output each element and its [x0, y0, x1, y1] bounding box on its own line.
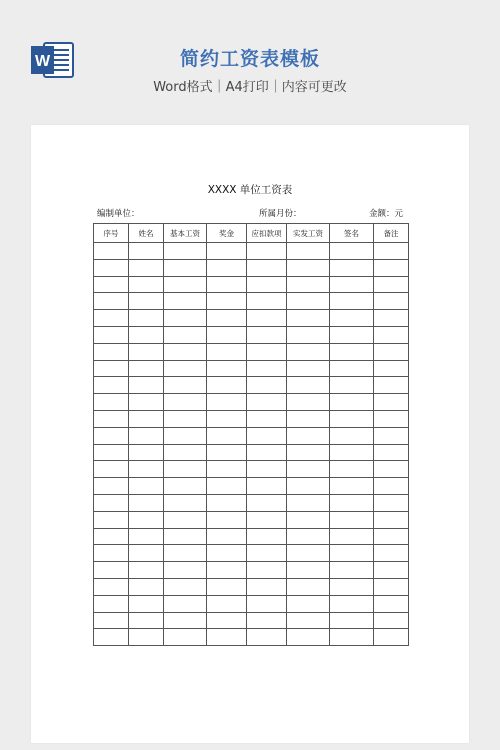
- table-cell[interactable]: [330, 595, 374, 612]
- table-cell[interactable]: [94, 528, 129, 545]
- table-cell[interactable]: [287, 410, 330, 427]
- table-row: [94, 343, 409, 360]
- table-cell[interactable]: [374, 259, 409, 276]
- table-cell[interactable]: [164, 444, 207, 461]
- table-cell[interactable]: [207, 343, 247, 360]
- table-cell[interactable]: [164, 629, 207, 646]
- table-row: [94, 444, 409, 461]
- table-header-row: [94, 224, 409, 243]
- table-cell[interactable]: [129, 377, 164, 394]
- table-row: [94, 310, 409, 327]
- column-header: 实发工资: [287, 224, 330, 243]
- table-cell[interactable]: [330, 494, 374, 511]
- table-cell[interactable]: [207, 444, 247, 461]
- document-page: [31, 125, 469, 743]
- table-cell[interactable]: [247, 243, 287, 260]
- table-cell[interactable]: [247, 478, 287, 495]
- table-cell[interactable]: [207, 276, 247, 293]
- table-cell[interactable]: [94, 259, 129, 276]
- table-row: [94, 612, 409, 629]
- table-cell[interactable]: [129, 461, 164, 478]
- table-cell[interactable]: [94, 377, 129, 394]
- table-cell[interactable]: [330, 528, 374, 545]
- table-cell[interactable]: [164, 410, 207, 427]
- table-cell[interactable]: [287, 343, 330, 360]
- table-cell[interactable]: [207, 410, 247, 427]
- table-cell[interactable]: [207, 478, 247, 495]
- table-cell[interactable]: [207, 545, 247, 562]
- word-icon-letter: W: [34, 53, 51, 70]
- table-cell[interactable]: [94, 427, 129, 444]
- table-cell[interactable]: [129, 243, 164, 260]
- table-cell[interactable]: [129, 578, 164, 595]
- table-cell[interactable]: [94, 578, 129, 595]
- table-row: [94, 595, 409, 612]
- table-cell[interactable]: [247, 343, 287, 360]
- table-cell[interactable]: [94, 444, 129, 461]
- table-cell[interactable]: [247, 528, 287, 545]
- table-cell[interactable]: [129, 595, 164, 612]
- table-cell[interactable]: [287, 629, 330, 646]
- table-row: [94, 276, 409, 293]
- page-subtitle: Word格式｜A4打印｜内容可更改: [153, 80, 347, 95]
- table-cell[interactable]: [94, 360, 129, 377]
- table-row: [94, 243, 409, 260]
- document-title: XXXX 单位工资表: [207, 184, 293, 196]
- table-cell[interactable]: [330, 478, 374, 495]
- table-cell[interactable]: [207, 427, 247, 444]
- table-cell[interactable]: [287, 494, 330, 511]
- table-cell[interactable]: [164, 528, 207, 545]
- month-label: 所属月份：: [259, 209, 302, 219]
- table-cell[interactable]: [247, 562, 287, 579]
- table-cell[interactable]: [94, 511, 129, 528]
- table-cell[interactable]: [207, 360, 247, 377]
- table-row: [94, 545, 409, 562]
- table-cell[interactable]: [330, 461, 374, 478]
- table-cell[interactable]: [94, 494, 129, 511]
- table-row: [94, 578, 409, 595]
- table-cell[interactable]: [287, 461, 330, 478]
- table-cell[interactable]: [94, 461, 129, 478]
- column-header: 应扣款项: [247, 224, 287, 243]
- table-cell[interactable]: [164, 377, 207, 394]
- table-cell[interactable]: [374, 343, 409, 360]
- table-cell[interactable]: [94, 478, 129, 495]
- table-cell[interactable]: [330, 511, 374, 528]
- column-header: 奖金: [207, 224, 247, 243]
- column-header: 备注: [374, 224, 409, 243]
- table-cell[interactable]: [207, 629, 247, 646]
- table-cell[interactable]: [374, 629, 409, 646]
- table-cell[interactable]: [287, 243, 330, 260]
- table-cell[interactable]: [247, 293, 287, 310]
- table-cell[interactable]: [164, 243, 207, 260]
- table-cell[interactable]: [129, 528, 164, 545]
- table-cell[interactable]: [207, 394, 247, 411]
- table-cell[interactable]: [330, 243, 374, 260]
- table-row: [94, 394, 409, 411]
- table-cell[interactable]: [94, 629, 129, 646]
- table-cell[interactable]: [207, 259, 247, 276]
- table-cell[interactable]: [207, 528, 247, 545]
- table-cell[interactable]: [330, 578, 374, 595]
- table-cell[interactable]: [94, 343, 129, 360]
- table-cell[interactable]: [247, 377, 287, 394]
- amount-label: 金额：元: [368, 209, 403, 219]
- table-cell[interactable]: [129, 427, 164, 444]
- table-row: [94, 410, 409, 427]
- table-row: [94, 494, 409, 511]
- table-cell[interactable]: [129, 629, 164, 646]
- table-cell[interactable]: [164, 394, 207, 411]
- page-title: 简约工资表模板: [179, 48, 320, 70]
- table-cell[interactable]: [287, 511, 330, 528]
- table-cell[interactable]: [207, 293, 247, 310]
- table-row: [94, 629, 409, 646]
- table-cell[interactable]: [330, 259, 374, 276]
- table-cell[interactable]: [287, 427, 330, 444]
- table-cell[interactable]: [164, 612, 207, 629]
- table-cell[interactable]: [207, 310, 247, 327]
- table-cell[interactable]: [247, 461, 287, 478]
- table-cell[interactable]: [247, 427, 287, 444]
- table-cell[interactable]: [374, 310, 409, 327]
- table-cell[interactable]: [330, 444, 374, 461]
- table-cell[interactable]: [247, 326, 287, 343]
- table-cell[interactable]: [247, 612, 287, 629]
- table-cell[interactable]: [374, 612, 409, 629]
- table-cell[interactable]: [287, 578, 330, 595]
- table-cell[interactable]: [247, 394, 287, 411]
- table-cell[interactable]: [207, 461, 247, 478]
- table-cell[interactable]: [287, 562, 330, 579]
- table-cell[interactable]: [374, 293, 409, 310]
- table-cell[interactable]: [129, 410, 164, 427]
- payroll-table: [93, 223, 409, 646]
- table-cell[interactable]: [207, 243, 247, 260]
- table-cell[interactable]: [94, 243, 129, 260]
- table-cell[interactable]: [374, 461, 409, 478]
- table-cell[interactable]: [330, 427, 374, 444]
- column-header: 签名: [330, 224, 374, 243]
- table-cell[interactable]: [374, 545, 409, 562]
- table-cell[interactable]: [94, 545, 129, 562]
- table-cell[interactable]: [247, 511, 287, 528]
- table-cell[interactable]: [207, 326, 247, 343]
- table-cell[interactable]: [207, 562, 247, 579]
- table-cell[interactable]: [287, 259, 330, 276]
- table-cell[interactable]: [94, 410, 129, 427]
- table-cell[interactable]: [164, 326, 207, 343]
- table-cell[interactable]: [374, 511, 409, 528]
- table-cell[interactable]: [94, 276, 129, 293]
- table-cell[interactable]: [330, 562, 374, 579]
- table-cell[interactable]: [129, 545, 164, 562]
- table-cell[interactable]: [94, 394, 129, 411]
- column-header: 序号: [94, 224, 129, 243]
- table-cell[interactable]: [129, 394, 164, 411]
- table-cell[interactable]: [330, 612, 374, 629]
- table-cell[interactable]: [207, 511, 247, 528]
- table-cell[interactable]: [94, 293, 129, 310]
- table-cell[interactable]: [287, 377, 330, 394]
- table-cell[interactable]: [129, 259, 164, 276]
- table-cell[interactable]: [247, 595, 287, 612]
- table-cell[interactable]: [129, 494, 164, 511]
- table-cell[interactable]: [330, 293, 374, 310]
- table-cell[interactable]: [207, 377, 247, 394]
- table-cell[interactable]: [94, 310, 129, 327]
- table-cell[interactable]: [164, 276, 207, 293]
- table-row: [94, 360, 409, 377]
- table-cell[interactable]: [129, 326, 164, 343]
- table-cell[interactable]: [247, 578, 287, 595]
- table-cell[interactable]: [330, 410, 374, 427]
- table-row: [94, 259, 409, 276]
- table-cell[interactable]: [164, 478, 207, 495]
- table-cell[interactable]: [374, 394, 409, 411]
- table-cell[interactable]: [164, 562, 207, 579]
- table-cell[interactable]: [129, 310, 164, 327]
- table-cell[interactable]: [164, 595, 207, 612]
- table-row: [94, 461, 409, 478]
- table-cell[interactable]: [287, 394, 330, 411]
- table-cell[interactable]: [374, 578, 409, 595]
- table-row: [94, 528, 409, 545]
- table-cell[interactable]: [287, 478, 330, 495]
- table-cell[interactable]: [374, 427, 409, 444]
- table-cell[interactable]: [330, 326, 374, 343]
- table-cell[interactable]: [129, 562, 164, 579]
- table-cell[interactable]: [247, 629, 287, 646]
- table-cell[interactable]: [207, 494, 247, 511]
- table-cell[interactable]: [374, 377, 409, 394]
- table-cell[interactable]: [164, 310, 207, 327]
- table-cell[interactable]: [287, 595, 330, 612]
- table-cell[interactable]: [164, 427, 207, 444]
- column-header: 基本工资: [164, 224, 207, 243]
- table-cell[interactable]: [164, 293, 207, 310]
- table-cell[interactable]: [164, 360, 207, 377]
- table-cell[interactable]: [330, 276, 374, 293]
- table-cell[interactable]: [164, 578, 207, 595]
- table-cell[interactable]: [374, 562, 409, 579]
- table-cell[interactable]: [247, 276, 287, 293]
- table-cell[interactable]: [287, 528, 330, 545]
- table-cell[interactable]: [247, 545, 287, 562]
- table-cell[interactable]: [374, 243, 409, 260]
- table-cell[interactable]: [287, 276, 330, 293]
- table-cell[interactable]: [207, 595, 247, 612]
- table-cell[interactable]: [330, 394, 374, 411]
- table-cell[interactable]: [207, 578, 247, 595]
- table-cell[interactable]: [287, 612, 330, 629]
- table-row: [94, 326, 409, 343]
- payroll-table-body: [94, 243, 409, 646]
- table-row: [94, 562, 409, 579]
- table-row: [94, 293, 409, 310]
- table-cell[interactable]: [94, 326, 129, 343]
- table-cell[interactable]: [287, 293, 330, 310]
- table-cell[interactable]: [287, 360, 330, 377]
- table-cell[interactable]: [287, 326, 330, 343]
- table-cell[interactable]: [330, 629, 374, 646]
- table-cell[interactable]: [287, 444, 330, 461]
- table-cell[interactable]: [129, 360, 164, 377]
- table-cell[interactable]: [247, 259, 287, 276]
- table-cell[interactable]: [374, 528, 409, 545]
- table-cell[interactable]: [247, 410, 287, 427]
- table-cell[interactable]: [247, 494, 287, 511]
- table-cell[interactable]: [164, 259, 207, 276]
- table-cell[interactable]: [129, 478, 164, 495]
- table-cell[interactable]: [94, 595, 129, 612]
- table-cell[interactable]: [374, 276, 409, 293]
- table-cell[interactable]: [247, 360, 287, 377]
- table-cell[interactable]: [94, 612, 129, 629]
- table-cell[interactable]: [129, 343, 164, 360]
- template-header: [0, 0, 500, 125]
- table-cell[interactable]: [330, 545, 374, 562]
- table-cell[interactable]: [164, 343, 207, 360]
- table-cell[interactable]: [164, 545, 207, 562]
- table-row: [94, 478, 409, 495]
- table-cell[interactable]: [330, 310, 374, 327]
- table-cell[interactable]: [330, 377, 374, 394]
- table-cell[interactable]: [129, 612, 164, 629]
- unit-label: 编制单位：: [97, 209, 140, 219]
- table-cell[interactable]: [129, 276, 164, 293]
- table-cell[interactable]: [330, 343, 374, 360]
- table-row: [94, 511, 409, 528]
- table-cell[interactable]: [287, 545, 330, 562]
- table-cell[interactable]: [287, 310, 330, 327]
- column-header: 姓名: [129, 224, 164, 243]
- table-cell[interactable]: [164, 511, 207, 528]
- table-cell[interactable]: [94, 562, 129, 579]
- table-cell[interactable]: [164, 494, 207, 511]
- table-cell[interactable]: [374, 478, 409, 495]
- table-cell[interactable]: [164, 461, 207, 478]
- table-cell[interactable]: [374, 444, 409, 461]
- table-cell[interactable]: [129, 444, 164, 461]
- table-cell[interactable]: [129, 293, 164, 310]
- table-cell[interactable]: [374, 360, 409, 377]
- table-cell[interactable]: [374, 326, 409, 343]
- table-cell[interactable]: [247, 310, 287, 327]
- table-row: [94, 377, 409, 394]
- table-cell[interactable]: [374, 595, 409, 612]
- table-cell[interactable]: [374, 494, 409, 511]
- table-row: [94, 427, 409, 444]
- table-cell[interactable]: [129, 511, 164, 528]
- table-cell[interactable]: [374, 410, 409, 427]
- table-cell[interactable]: [330, 360, 374, 377]
- table-cell[interactable]: [207, 612, 247, 629]
- table-cell[interactable]: [247, 444, 287, 461]
